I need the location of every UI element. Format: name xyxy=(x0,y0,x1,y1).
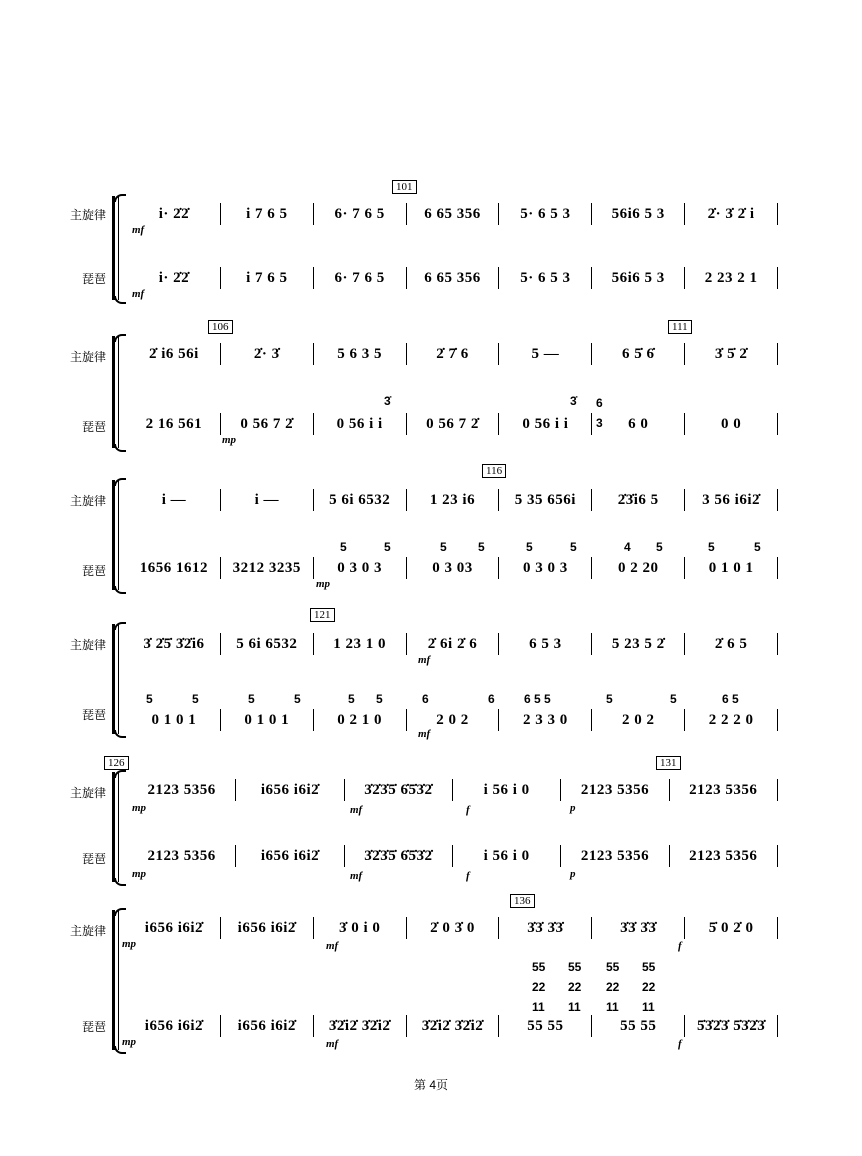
measure-number: 126 xyxy=(104,756,129,770)
instrument-label-melody: 主旋律 xyxy=(69,786,106,800)
measure: 2̇· 3̇ xyxy=(221,343,314,365)
dynamic-marking: mp xyxy=(122,1036,137,1048)
melody-staff xyxy=(128,779,778,801)
measure: 6 65 356 xyxy=(407,267,500,289)
measure: 55 55 xyxy=(592,1015,685,1037)
measure: 2 0 2 xyxy=(592,709,685,731)
measure-number: 121 xyxy=(310,608,335,622)
chord-note: 6 xyxy=(596,396,603,410)
measure: 2123 5356 xyxy=(670,779,778,801)
dynamic-marking: mp xyxy=(316,578,331,590)
chord-note: 4 xyxy=(624,540,631,554)
measure-number: 116 xyxy=(482,464,506,478)
measure: 6· 7 6 5 xyxy=(314,267,407,289)
chord-note: 5 xyxy=(670,692,677,706)
measure: 0 2 20 xyxy=(592,557,685,579)
melody-staff xyxy=(128,343,778,365)
instrument-label-melody: 主旋律 xyxy=(69,208,106,222)
measure: 6 5 3 xyxy=(499,633,592,655)
dynamic-marking: mf xyxy=(132,288,145,300)
bracket-bottom xyxy=(114,296,126,304)
measure: 5̇ 0 2̇ 0 xyxy=(685,917,778,939)
pipa-staff xyxy=(128,557,778,579)
measure: 3̇ 0 i 0 xyxy=(314,917,407,939)
dynamic-marking: mp xyxy=(132,868,147,880)
measure: 2̇ 6i 2̇ 6 xyxy=(407,633,500,655)
chord-note: 55 xyxy=(642,960,656,974)
chord-note: 6 5 5 xyxy=(524,692,551,706)
dynamic-marking: mp xyxy=(222,434,237,446)
dynamic-marking: f xyxy=(466,804,470,816)
measure: i656 i6i2̇ xyxy=(128,917,221,939)
chord-note: 55 xyxy=(606,960,620,974)
measure: 5 6 3 5 xyxy=(314,343,407,365)
chord-note: 5 xyxy=(526,540,533,554)
pipa-staff xyxy=(128,267,778,289)
measure: 6 65 356 xyxy=(407,203,500,225)
chord-note: 22 xyxy=(532,980,546,994)
chord-note: 6 xyxy=(422,692,429,706)
bracket-top xyxy=(114,770,126,778)
pipa-staff xyxy=(128,709,778,731)
measure: 5 — xyxy=(499,343,592,365)
measure: 5̇3̇2̇3̇ 5̇3̇2̇3̇ xyxy=(685,1015,778,1037)
measure: 6· 7 6 5 xyxy=(314,203,407,225)
dynamic-marking: f xyxy=(678,1038,682,1050)
measure: 2123 5356 xyxy=(128,845,236,867)
measure: 3̇ 5̇ 2̇ xyxy=(685,343,778,365)
dynamic-marking: mf xyxy=(418,728,431,740)
measure: 0 3 0 3 xyxy=(499,557,592,579)
measure: 2̇3̇i6 5 xyxy=(592,489,685,511)
system-barline xyxy=(118,336,119,448)
measure: 2 0 2 xyxy=(407,709,500,731)
measure: i· 2̇2̇ xyxy=(128,203,221,225)
instrument-label-pipa: 琵琶 xyxy=(81,564,106,578)
system-bracket xyxy=(112,196,115,300)
system-barline xyxy=(118,196,119,300)
dynamic-marking: mf xyxy=(132,224,145,236)
measure: 0 56 i i xyxy=(499,413,592,435)
chord-note: 5 xyxy=(656,540,663,554)
chord-note: 5 xyxy=(384,540,391,554)
chord-note: 11 xyxy=(642,1000,655,1014)
measure: 6 0 xyxy=(592,413,685,435)
chord-note: 11 xyxy=(606,1000,619,1014)
measure: i656 i6i2̇ xyxy=(221,1015,314,1037)
dynamic-marking: mf xyxy=(326,1038,339,1050)
chord-note: 5 xyxy=(606,692,613,706)
dynamic-marking: p xyxy=(570,868,576,880)
measure: 5 6i 6532 xyxy=(314,489,407,511)
instrument-label-melody: 主旋律 xyxy=(69,494,106,508)
measure: 2123 5356 xyxy=(561,845,669,867)
measure: 6 5̇ 6̇ xyxy=(592,343,685,365)
chord-note: 22 xyxy=(642,980,656,994)
measure: 2̇ 0 3̇ 0 xyxy=(407,917,500,939)
system-bracket xyxy=(112,910,115,1050)
measure: i — xyxy=(221,489,314,511)
chord-note: 3̇ xyxy=(384,394,391,408)
measure: 0 1 0 1 xyxy=(128,709,221,731)
bracket-top xyxy=(114,194,126,202)
chord-note: 3 xyxy=(596,416,603,430)
system-barline xyxy=(118,910,119,1050)
chord-note: 22 xyxy=(568,980,582,994)
measure: i656 i6i2̇ xyxy=(128,1015,221,1037)
dynamic-marking: p xyxy=(570,802,576,814)
instrument-label-melody: 主旋律 xyxy=(69,638,106,652)
measure: 1 23 i6 xyxy=(407,489,500,511)
system-bracket xyxy=(112,480,115,590)
measure: 2123 5356 xyxy=(670,845,778,867)
instrument-label-pipa: 琵琶 xyxy=(81,852,106,866)
chord-note: 55 xyxy=(568,960,582,974)
chord-note: 5 xyxy=(192,692,199,706)
dynamic-marking: mp xyxy=(122,938,137,950)
measure: 56i6 5 3 xyxy=(592,267,685,289)
measure: 5 6i 6532 xyxy=(221,633,314,655)
chord-note: 5 xyxy=(348,692,355,706)
measure: 2̇ 6 5 xyxy=(685,633,778,655)
measure: i 7 6 5 xyxy=(221,203,314,225)
measure: 55 55 xyxy=(499,1015,592,1037)
measure-number: 101 xyxy=(392,180,417,194)
instrument-label-pipa: 琵琶 xyxy=(81,708,106,722)
measure: i656 i6i2̇ xyxy=(221,917,314,939)
measure: 5· 6 5 3 xyxy=(499,267,592,289)
chord-note: 3̇ xyxy=(570,394,577,408)
chord-note: 5 xyxy=(248,692,255,706)
system-bracket xyxy=(112,772,115,882)
pipa-staff xyxy=(128,1015,778,1037)
measure: 0 3 03 xyxy=(407,557,500,579)
measure: 2̇ i6 56i xyxy=(128,343,221,365)
chord-note: 5 xyxy=(570,540,577,554)
measure: 2 2 2 0 xyxy=(685,709,778,731)
chord-note: 5 xyxy=(294,692,301,706)
measure: i· 2̇2̇ xyxy=(128,267,221,289)
measure: 1 23 1 0 xyxy=(314,633,407,655)
measure: 0 1 0 1 xyxy=(221,709,314,731)
dynamic-marking: mf xyxy=(350,804,363,816)
instrument-label-pipa: 琵琶 xyxy=(81,420,106,434)
bracket-bottom xyxy=(114,444,126,452)
measure: 56i6 5 3 xyxy=(592,203,685,225)
system-barline xyxy=(118,772,119,882)
dynamic-marking: f xyxy=(466,870,470,882)
instrument-label-melody: 主旋律 xyxy=(69,350,106,364)
measure: 3̇3̇ 3̇3̇ xyxy=(592,917,685,939)
melody-staff xyxy=(128,489,778,511)
measure: 2123 5356 xyxy=(128,779,236,801)
chord-note: 5 xyxy=(708,540,715,554)
bracket-bottom xyxy=(114,586,126,594)
system-barline xyxy=(118,480,119,590)
measure: 2 3 3 0 xyxy=(499,709,592,731)
measure: 2̇ 7̇ 6 xyxy=(407,343,500,365)
measure-number: 136 xyxy=(510,894,535,908)
chord-note: 5 xyxy=(340,540,347,554)
measure: i 56 i 0 xyxy=(453,845,561,867)
bracket-bottom xyxy=(114,878,126,886)
measure: 0 3 0 3 xyxy=(314,557,407,579)
system-bracket xyxy=(112,624,115,734)
measure: 3̇ 2̇5̇ 3̇2̇i6 xyxy=(128,633,221,655)
melody-staff xyxy=(128,203,778,225)
bracket-top xyxy=(114,478,126,486)
chord-note: 11 xyxy=(568,1000,581,1014)
melody-staff xyxy=(128,633,778,655)
measure: 0 56 7 2̇ xyxy=(221,413,314,435)
page-number: 第 4页 xyxy=(413,1078,448,1092)
chord-note: 11 xyxy=(532,1000,545,1014)
measure: i 7 6 5 xyxy=(221,267,314,289)
instrument-label-pipa: 琵琶 xyxy=(81,272,106,286)
measure: 5 35 656i xyxy=(499,489,592,511)
measure: 2̇· 3̇ 2̇ i xyxy=(685,203,778,225)
measure-number: 111 xyxy=(668,320,692,334)
bracket-top xyxy=(114,622,126,630)
measure: 0 0 xyxy=(685,413,778,435)
dynamic-marking: mf xyxy=(350,870,363,882)
chord-note: 5 xyxy=(478,540,485,554)
measure: i 56 i 0 xyxy=(453,779,561,801)
measure: i656 i6i2̇ xyxy=(236,779,344,801)
measure: 5 23 5 2̇ xyxy=(592,633,685,655)
chord-note: 5 xyxy=(440,540,447,554)
measure: 3̇2̇3̇5̇ 6̇5̇3̇2̇ xyxy=(345,779,453,801)
dynamic-marking: mf xyxy=(418,654,431,666)
measure: 0 2 1 0 xyxy=(314,709,407,731)
dynamic-marking: mf xyxy=(326,940,339,952)
measure: i656 i6i2̇ xyxy=(236,845,344,867)
chord-note: 6 xyxy=(488,692,495,706)
pipa-staff xyxy=(128,413,778,435)
chord-note: 55 xyxy=(532,960,546,974)
system-barline xyxy=(118,624,119,734)
instrument-label-melody: 主旋律 xyxy=(69,924,106,938)
dynamic-marking: mp xyxy=(132,802,147,814)
measure: 0 56 7 2̇ xyxy=(407,413,500,435)
melody-staff xyxy=(128,917,778,939)
pipa-staff xyxy=(128,845,778,867)
chord-note: 22 xyxy=(606,980,620,994)
measure: 3 56 i6i2̇ xyxy=(685,489,778,511)
chord-note: 5 xyxy=(146,692,153,706)
measure: 3̇2̇i2̇ 3̇2̇i2̇ xyxy=(314,1015,407,1037)
system-bracket xyxy=(112,336,115,448)
measure: 0 1 0 1 xyxy=(685,557,778,579)
measure-number: 131 xyxy=(656,756,681,770)
measure: i — xyxy=(128,489,221,511)
bracket-top xyxy=(114,334,126,342)
measure-number: 106 xyxy=(208,320,233,334)
bracket-bottom xyxy=(114,730,126,738)
measure: 2 16 561 xyxy=(128,413,221,435)
measure: 5· 6 5 3 xyxy=(499,203,592,225)
bracket-top xyxy=(114,908,126,916)
dynamic-marking: f xyxy=(678,940,682,952)
measure: 2123 5356 xyxy=(561,779,669,801)
measure: 0 56 i i xyxy=(314,413,407,435)
measure: 3̇3̇ 3̇3̇ xyxy=(499,917,592,939)
measure: 2 23 2 1 xyxy=(685,267,778,289)
measure: 3̇2̇i2̇ 3̇2̇i2̇ xyxy=(407,1015,500,1037)
chord-note: 5 xyxy=(376,692,383,706)
instrument-label-pipa: 琵琶 xyxy=(81,1020,106,1034)
chord-note: 6 5 xyxy=(722,692,739,706)
measure: 3̇2̇3̇5̇ 6̇5̇3̇2̇ xyxy=(345,845,453,867)
measure: 1656 1612 xyxy=(128,557,221,579)
measure: 3212 3235 xyxy=(221,557,314,579)
chord-note: 5 xyxy=(754,540,761,554)
